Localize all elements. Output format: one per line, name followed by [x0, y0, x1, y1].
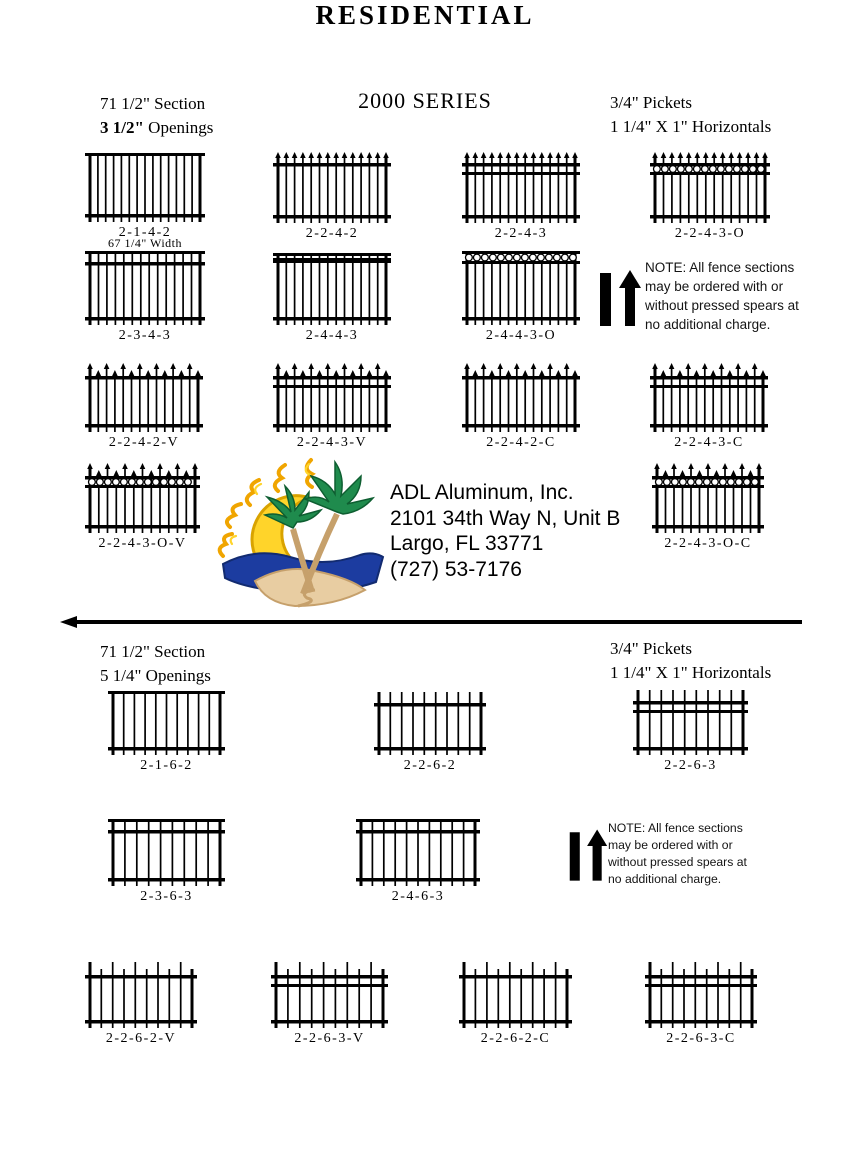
fence-label: 2-2-4-3: [494, 226, 548, 241]
note-line: without pressed spears at: [645, 298, 799, 313]
fence-label: 2-4-6-3: [391, 889, 445, 904]
company-street: 2101 34th Way N, Unit B: [390, 506, 621, 530]
fence-diagram: [462, 363, 580, 434]
fence-diagram: [645, 962, 757, 1030]
fence-diagram: [85, 152, 205, 224]
fence-diagram: [85, 250, 205, 327]
fence-label: 2-2-6-3-V: [294, 1031, 365, 1046]
company-logo: [215, 452, 390, 610]
picket-options-icon: [567, 827, 609, 885]
flat-and-spear-picket-icon: [597, 268, 643, 330]
fence-label: 2-2-4-2-V: [108, 435, 180, 450]
sun-palms-logo: [215, 452, 390, 610]
fence-section-2-3-4-3: [85, 250, 205, 344]
section-size-label: 71 1/2" Section: [100, 94, 206, 113]
fence-diagram: [273, 252, 391, 327]
fence-label: 2-2-4-2: [305, 226, 359, 241]
horizontals-label: 1 1/4" X 1" Horizontals: [610, 663, 772, 682]
section2-right-spec: [610, 637, 771, 685]
fence-section-2-2-6-3: [633, 690, 748, 774]
fence-diagram: [650, 363, 768, 434]
fence-section-2-2-6-3-V: [271, 962, 388, 1047]
fence-diagram: [85, 962, 197, 1030]
fence-section-2-2-4-3-O-V: [85, 463, 200, 552]
note-line: NOTE: All fence sections: [645, 260, 795, 275]
fence-section-2-2-4-2-C: [462, 363, 580, 451]
company-phone: (727) 53-7176: [390, 557, 522, 581]
openings-label: [100, 116, 213, 140]
fence-label: 2-2-4-3-V: [296, 435, 368, 450]
note-block: [608, 820, 747, 888]
fence-section-2-2-4-3-O-C: [652, 463, 764, 552]
fence-label: 2-1-6-2: [140, 758, 193, 773]
spear-picket-head: [587, 830, 607, 846]
flat-and-spear-picket-icon: [567, 827, 609, 885]
fence-label: 2-4-4-3-O: [485, 328, 557, 343]
pickets-label: 3/4" Pickets: [610, 93, 693, 112]
fence-section-2-2-6-2: [374, 692, 486, 774]
fence-section-2-2-6-2-C: [459, 962, 572, 1047]
fence-section-2-2-6-3-C: [645, 962, 757, 1047]
fence-diagram: [273, 152, 391, 225]
fence-diagram: [633, 690, 748, 757]
fence-label: 2-2-4-3-C: [674, 435, 744, 450]
width-note: 67 1/4" Width: [107, 236, 183, 250]
fence-section-2-2-4-3-O: [650, 152, 770, 242]
fence-diagram: [108, 818, 225, 888]
fence-label: 2-2-4-3-O: [674, 226, 746, 241]
company-name: ADL Aluminum, Inc.: [390, 481, 574, 504]
fence-section-2-2-6-2-V: [85, 962, 197, 1047]
fence-diagram: [273, 363, 391, 434]
openings-word: Openings: [143, 118, 214, 137]
divider-arrowhead: [60, 616, 77, 628]
fence-section-2-2-4-3: [462, 152, 580, 242]
note-block: [645, 258, 799, 334]
fence-section-2-2-4-2-V: [85, 363, 203, 451]
fence-label: 2-1-4-2: [118, 225, 172, 240]
note-line: no additional charge.: [608, 872, 722, 886]
note-line: may be ordered with or: [608, 838, 733, 852]
fence-label: 2-4-4-3: [305, 328, 359, 343]
note-line: may be ordered with or: [645, 279, 784, 294]
palm-canopy-right: [305, 462, 373, 514]
fence-section-2-4-4-3: [273, 252, 391, 344]
spear-picket-head: [619, 270, 641, 288]
section2-left-spec: [100, 640, 211, 688]
fence-label: 2-2-4-3-O-C: [664, 536, 752, 551]
fence-diagram: [462, 250, 580, 327]
fence-label: 2-2-4-2-C: [486, 435, 556, 450]
company-address-block: [390, 480, 620, 582]
fence-label: 2-2-4-3-O-V: [98, 536, 187, 551]
fence-diagram: [462, 152, 580, 225]
fence-section-2-3-6-3: [108, 818, 225, 905]
fence-label: 2-3-6-3: [140, 889, 193, 904]
fence-section-2-1-6-2: [108, 690, 225, 774]
note-line: NOTE: All fence sections: [608, 821, 743, 835]
fence-diagram: [108, 690, 225, 757]
fence-label: 2-2-6-3: [664, 758, 717, 773]
fence-diagram: [356, 818, 480, 888]
horizontals-label: 1 1/4" X 1" Horizontals: [610, 117, 772, 136]
fence-diagram: [85, 463, 200, 535]
section1-right-spec: [610, 91, 771, 139]
fence-section-2-1-4-2: [85, 152, 205, 241]
fence-label: 2-2-6-2: [403, 758, 457, 773]
pickets-label: 3/4" Pickets: [610, 639, 693, 658]
fence-section-2-2-4-2: [273, 152, 391, 242]
series-title: 2000 SERIES: [358, 88, 492, 113]
fence-diagram: [271, 962, 388, 1030]
fence-diagram: [374, 692, 486, 757]
flat-picket-icon: [570, 832, 580, 880]
fence-section-2-4-6-3: [356, 818, 480, 905]
company-city: Largo, FL 33771: [390, 532, 544, 555]
fence-diagram: [85, 363, 203, 434]
openings-label: 5 1/4" Openings: [100, 666, 211, 685]
fence-diagram: [459, 962, 572, 1030]
fence-diagram: [650, 152, 770, 225]
fence-label: 2-2-6-2-C: [480, 1031, 551, 1046]
picket-options-icon: [597, 268, 643, 330]
spear-picket-shaft: [625, 285, 635, 326]
fence-label: 2-2-6-3-C: [666, 1031, 736, 1046]
flat-picket-icon: [600, 273, 611, 326]
section-divider: [60, 615, 802, 629]
fence-label: 2-3-4-3: [118, 328, 172, 343]
fence-section-2-2-4-3-C: [650, 363, 768, 451]
note-line: no additional charge.: [645, 317, 771, 332]
fence-section-2-4-4-3-O: [462, 250, 580, 344]
section-size-label: 71 1/2" Section: [100, 642, 206, 661]
fence-diagram: [652, 463, 764, 535]
page-title: RESIDENTIAL: [315, 0, 535, 30]
fence-label: 2-2-6-2-V: [105, 1031, 177, 1046]
note-line: without pressed spears at: [608, 855, 747, 869]
divider-arrow: [60, 615, 802, 629]
fence-section-2-2-4-3-V: [273, 363, 391, 451]
openings-size: 3 1/2": [100, 118, 144, 137]
spear-picket-shaft: [593, 843, 602, 880]
